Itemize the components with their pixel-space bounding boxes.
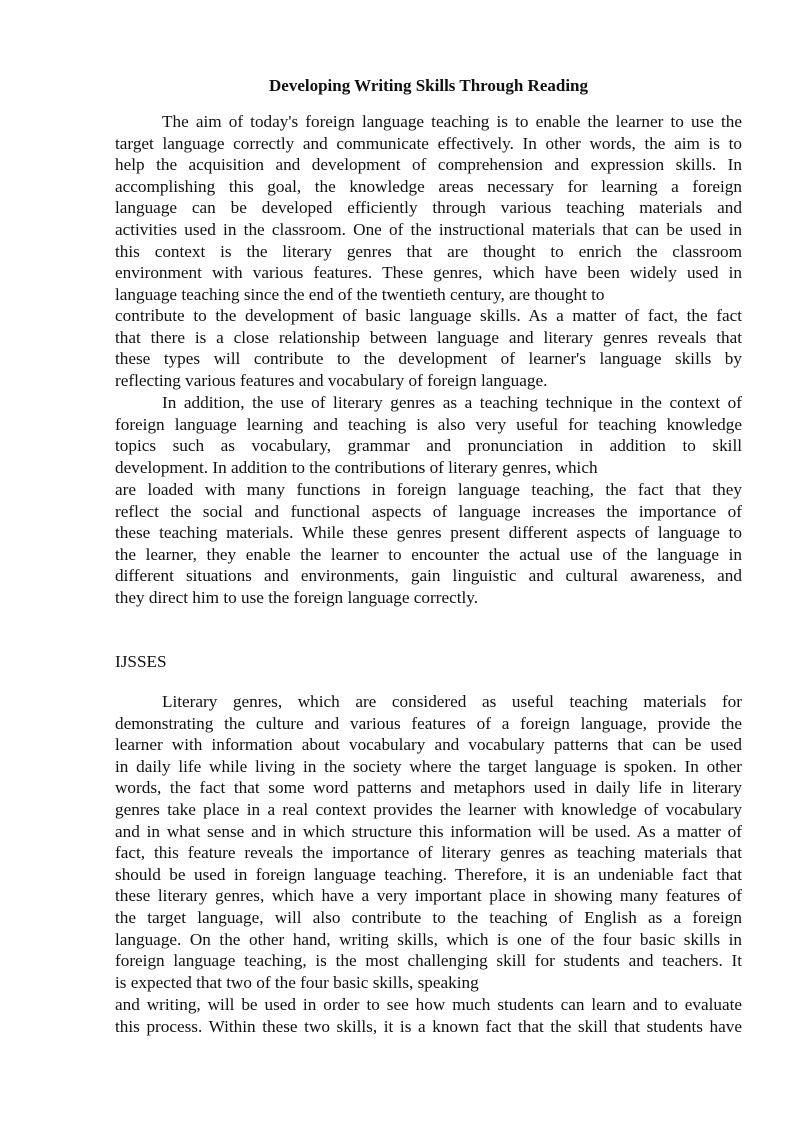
paragraph-4 xyxy=(115,479,742,609)
paragraph-line: The aim of today's foreign language teaching is to enable the learner to use the xyxy=(162,112,742,131)
paragraph-line: these types will contribute to the development of learner's language skills by xyxy=(115,349,742,369)
paragraph-3 xyxy=(115,392,742,478)
paragraph-line: In addition, the use of literary genres as a teaching technique in the context of xyxy=(162,393,742,412)
paragraph-line: language teaching since the end of the twentieth century, are thought to xyxy=(115,284,605,304)
paragraph-line: this context is the literary genres that are thought to enrich the classroom xyxy=(115,241,742,261)
paragraph-line: help the acquisition and development of comprehension and expression skills. In xyxy=(115,155,742,175)
paragraph-5 xyxy=(115,691,742,993)
paragraph-6 xyxy=(115,994,742,1037)
paragraph-line: different situations and environments, gain linguistic and cultural awareness, and xyxy=(115,566,742,586)
paragraph-line: should be used in foreign language teaching. Therefore, it is an undeniable fact that xyxy=(115,864,742,884)
paragraph-2 xyxy=(115,305,742,391)
paragraph-line: this process. Within these two skills, it is a known fact that the skill that students have xyxy=(115,1016,742,1036)
document-title: Developing Writing Skills Through Reading xyxy=(269,76,588,95)
journal-label: IJSSES xyxy=(115,652,167,671)
paragraph-line: they direct him to use the foreign language correctly. xyxy=(115,587,479,607)
paragraph-line: are loaded with many functions in foreign language teaching, the fact that they xyxy=(115,480,742,499)
paragraph-line: and in what sense and in which structure this information will be used. As a matter of xyxy=(115,821,742,841)
paragraph-line: these literary genres, which have a very important place in showing many features of xyxy=(115,886,742,906)
paragraph-line: fact, this feature reveals the importance of literary genres as teaching materials that xyxy=(115,843,742,863)
paragraph-line: in daily life while living in the society where the target language is spoken. In other xyxy=(115,756,742,776)
paragraph-line: target language correctly and communicate effectively. In other words, the aim is to xyxy=(115,133,742,153)
paragraph-line: environment with various features. These genres, which have been widely used in xyxy=(115,263,742,283)
paragraph-line: language can be developed efficiently through various teaching materials and xyxy=(115,198,742,218)
paragraph-1 xyxy=(115,111,742,305)
paragraph-line: topics such as vocabulary, grammar and pronunciation in addition to skill xyxy=(115,436,742,456)
paragraph-line: foreign language teaching, is the most challenging skill for students and teachers. It xyxy=(115,951,742,971)
paragraph-line: contribute to the development of basic language skills. As a matter of fact, the fact xyxy=(115,306,742,325)
paragraph-line: foreign language learning and teaching is also very useful for teaching knowledge xyxy=(115,414,742,434)
paragraph-line: learner with information about vocabulary and vocabulary patterns that can be used xyxy=(115,735,742,755)
paragraph-line: these teaching materials. While these genres present different aspects of language to xyxy=(115,523,742,543)
paragraph-line: language. On the other hand, writing skills, which is one of the four basic skills in xyxy=(115,929,742,949)
paragraph-line: the learner, they enable the learner to encounter the actual use of the language in xyxy=(115,544,742,564)
paragraph-line: the target language, will also contribute to the teaching of English as a foreign xyxy=(115,907,742,927)
paragraph-line: activities used in the classroom. One of the instructional materials that can be used in xyxy=(115,219,742,239)
paragraph-line: and writing, will be used in order to see how much students can learn and to evaluate xyxy=(115,995,742,1014)
paragraph-line: Literary genres, which are considered as useful teaching materials for xyxy=(162,692,742,711)
paragraph-line: is expected that two of the four basic skills, speaking xyxy=(115,972,479,992)
paragraph-line: reflect the social and functional aspects of language increases the importance of xyxy=(115,501,742,521)
paragraph-line: demonstrating the culture and various features of a foreign language, provide the xyxy=(115,713,742,733)
paragraph-line: development. In addition to the contributions of literary genres, which xyxy=(115,457,598,477)
paragraph-line: that there is a close relationship between language and literary genres reveals that xyxy=(115,327,742,347)
paragraph-line: genres take place in a real context provides the learner with knowledge of vocabulary xyxy=(115,799,742,819)
paragraph-line: accomplishing this goal, the knowledge areas necessary for learning a foreign xyxy=(115,176,742,196)
paragraph-line: words, the fact that some word patterns and metaphors used in daily life in literary xyxy=(115,778,742,798)
paragraph-line: reflecting various features and vocabulary of foreign language. xyxy=(115,370,548,390)
